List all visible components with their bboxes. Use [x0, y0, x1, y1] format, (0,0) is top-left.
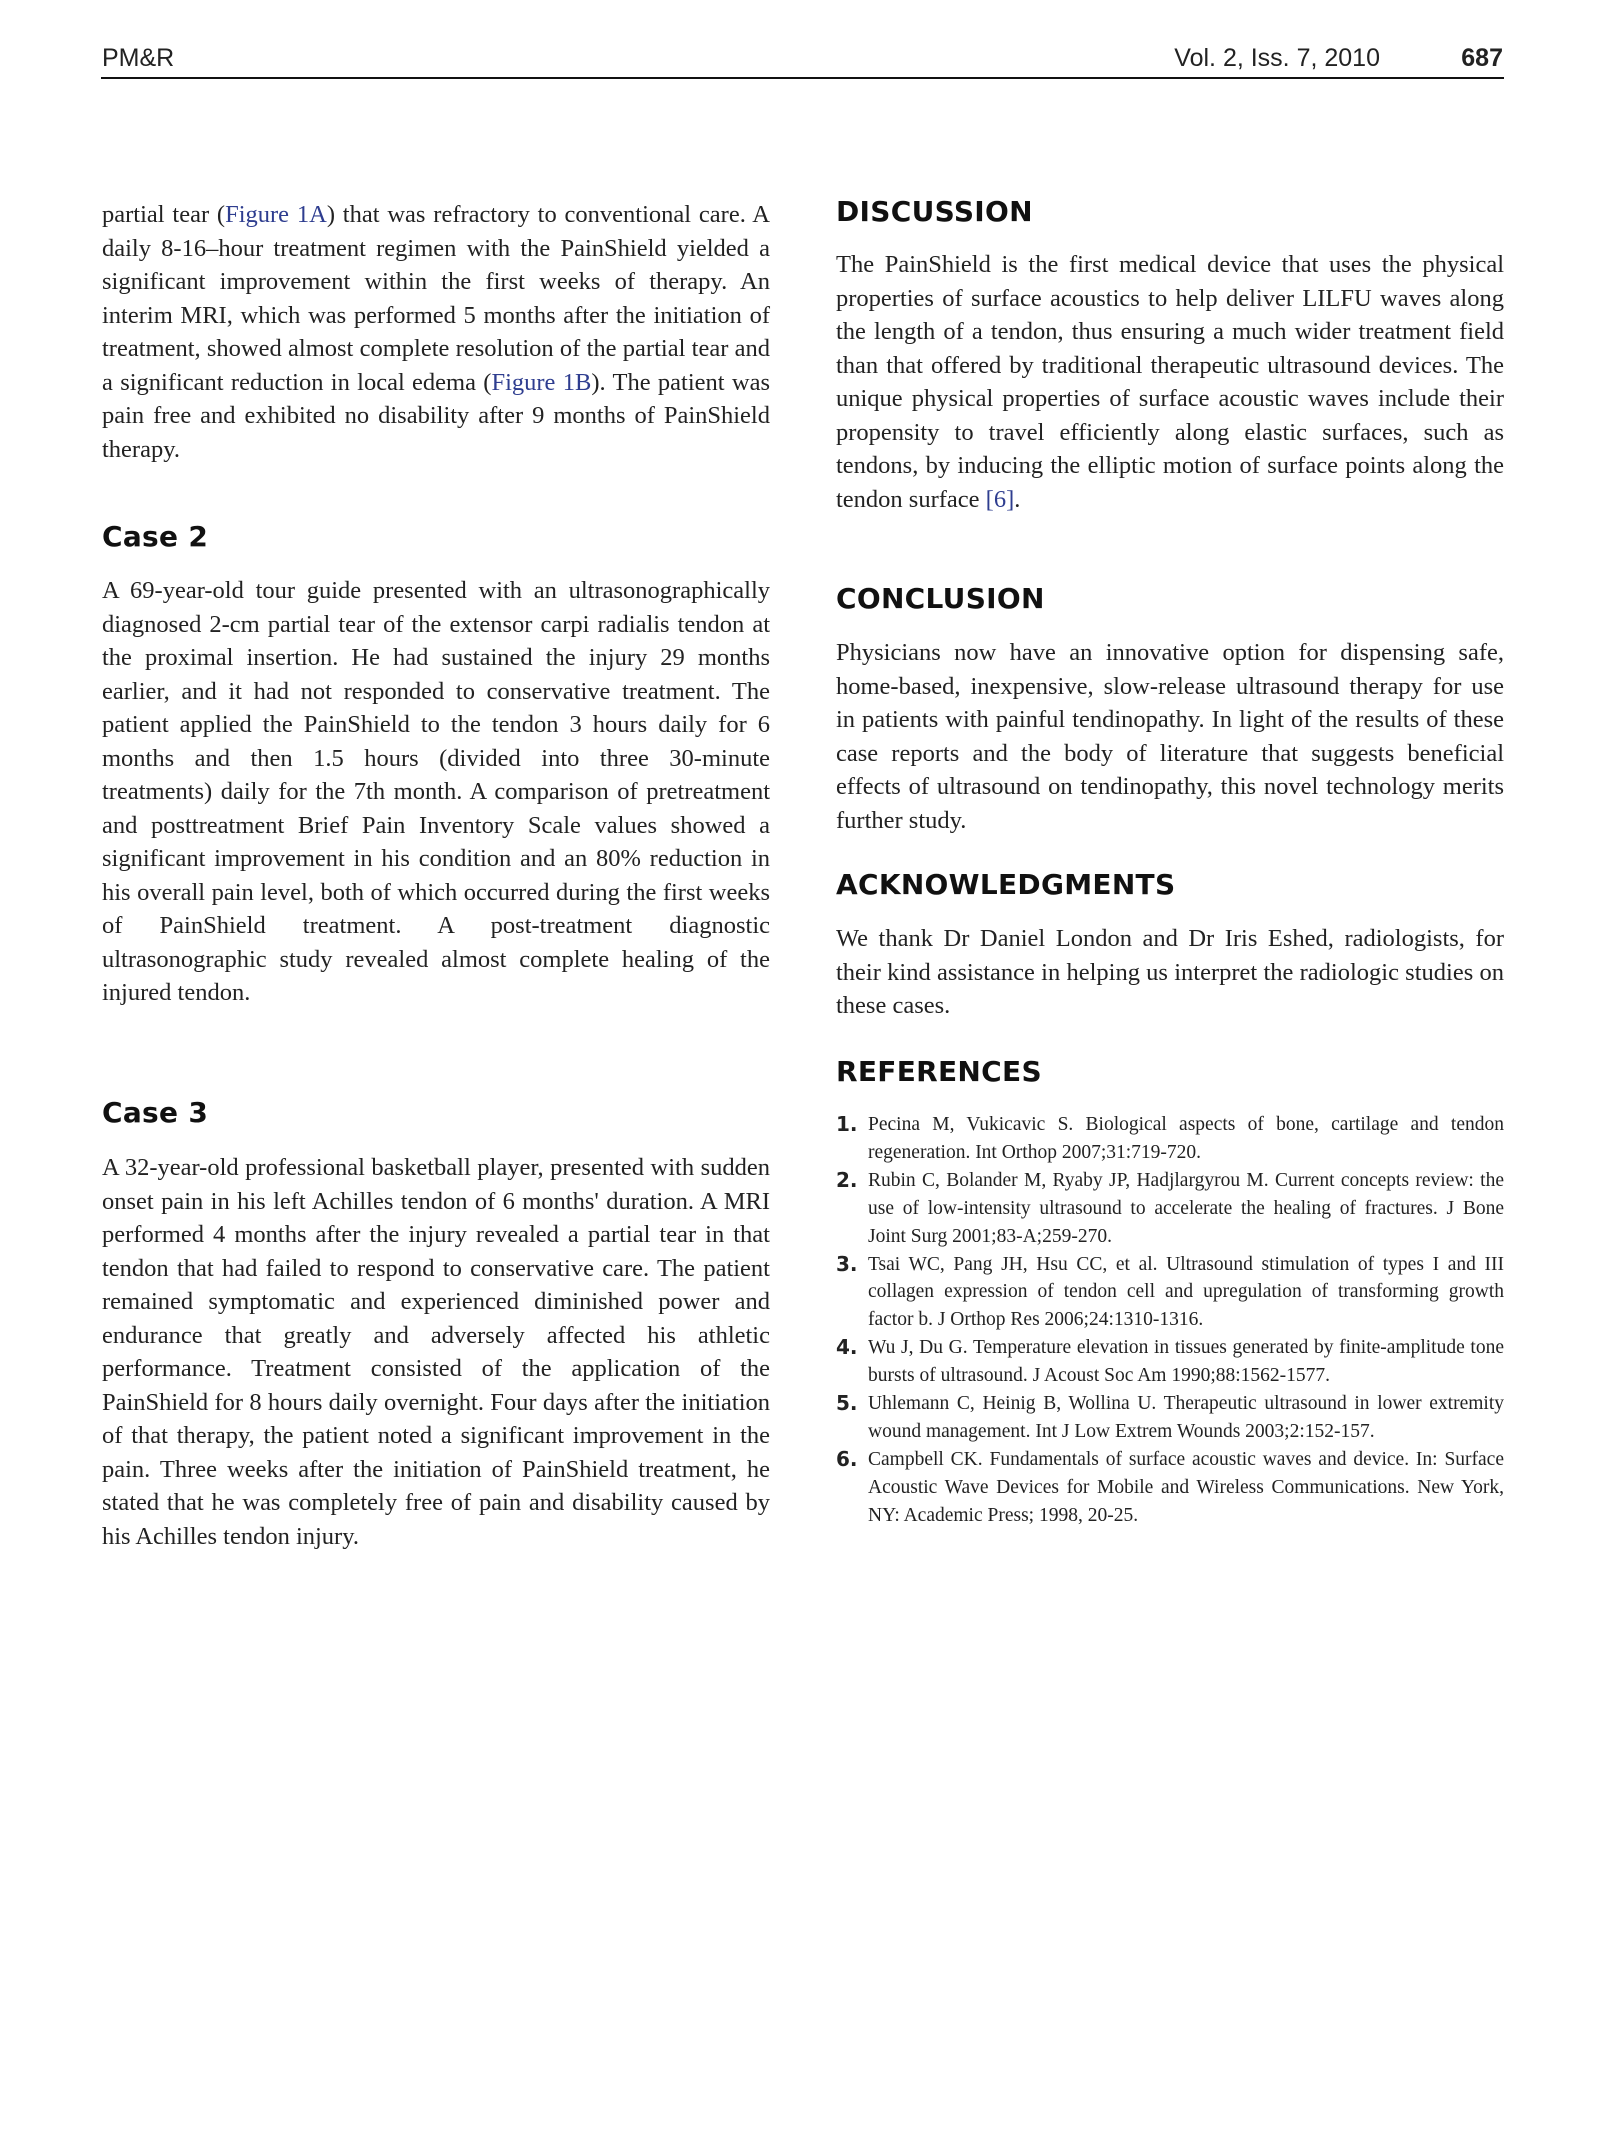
conclusion-heading: CONCLUSION [836, 582, 1045, 615]
discussion-text [836, 248, 1504, 516]
reference-list [836, 1111, 1504, 1530]
text: The PainShield is the first medical device that uses the physical properties of surface acoustics to help deliver LILFU waves along the length of a tendon, thus ensuring a much wider treatment field than that offered by traditional therapeutic ultrasound devices. The unique physical properties of surface acoustic waves include their propensity to travel efficiently along elastic surfaces, such as tendons, by inducing the elliptic motion of surface points along the tendon surface [836, 251, 1504, 513]
reference-number: 3. [836, 1251, 858, 1276]
acknowledgments-text: We thank Dr Daniel London and Dr Iris Eshed, radiologists, for their kind assistance in helping us interpret the radiologic studies on these cases. [836, 925, 1504, 1019]
text: ). The patient was pain free and exhibited no disability after 9 months of PainShield therapy. [102, 368, 770, 463]
header-rule [101, 77, 1504, 79]
reference-number: 1. [836, 1112, 858, 1136]
volume-issue: Vol. 2, Iss. 7, 2010 [1174, 44, 1380, 72]
reference-item [836, 1334, 1504, 1390]
reference-text: Pecina M, Vukicavic S. Biological aspects of bone, cartilage and tendon regeneration. Int Orthop 2007;31:719-720. [868, 1114, 1504, 1163]
reference-text: Campbell CK. Fundamentals of surface acoustic waves and device. In: Surface Acoustic Wave Devices for Mobile and Wireless Communications. New York, NY: Academic Press; 1998, 20-25. [868, 1448, 1504, 1526]
reference-item [836, 1390, 1504, 1446]
reference-number: 4. [836, 1335, 858, 1360]
case2-heading: Case 2 [102, 520, 209, 553]
page-number: 687 [1461, 44, 1503, 72]
reference-item [836, 1446, 1504, 1530]
discussion-heading: DISCUSSION [836, 195, 1033, 228]
reference-number: 6. [836, 1446, 858, 1471]
reference-item [836, 1111, 1504, 1167]
references-heading: REFERENCES [836, 1055, 1042, 1088]
reference-number: 2. [836, 1167, 858, 1192]
conclusion-text: Physicians now have an innovative option for dispensing safe, home-based, inexpensive, slow-release ultrasound therapy for use in patients with painful tendinopathy. In light of the results of these case reports and the body of literature that suggests beneficial effects of ultrasound on tendinopathy, this novel technology merits further study. [836, 639, 1504, 834]
text: partial tear ( [102, 201, 226, 228]
reference-item [836, 1167, 1504, 1251]
case3-heading: Case 3 [102, 1096, 209, 1129]
reference-item [836, 1251, 1504, 1335]
reference-text: Wu J, Du G. Temperature elevation in tissues generated by finite-amplitude tone bursts of ultrasound. J Acoust Soc Am 1990;88:1562-1577. [868, 1337, 1504, 1387]
figure-1a-link[interactable]: Figure 1A [225, 201, 327, 228]
reference-number: 5. [836, 1391, 858, 1416]
reference-text: Tsai WC, Pang JH, Hsu CC, et al. Ultrasound stimulation of types I and III collagen expression of tendon cell and upregulation of transforming growth factor b. J Orthop Res 2006;24:1310-1316. [868, 1253, 1504, 1331]
reference-text: Uhlemann C, Heinig B, Wollina U. Therapeutic ultrasound in lower extremity wound management. Int J Low Extrem Wounds 2003;2:152-157. [868, 1393, 1504, 1442]
journal-name: PM&R [102, 44, 175, 72]
reference-6-link[interactable]: [6] [985, 485, 1015, 513]
text: ) that was refractory to conventional care. A daily 8-16–hour treatment regimen with the PainShield yielded a significant improvement within the first weeks of therapy. An interim MRI, which was performed 5 months after the initiation of treatment, showed almost complete resolution of the partial tear and a significant reduction in local edema ( [102, 201, 770, 396]
case2-text: A 69-year-old tour guide presented with an ultrasonographically diagnosed 2-cm partial tear of the extensor carpi radialis tendon at the proximal insertion. He had sustained the injury 29 months earlier, and it had not responded to conservative treatment. The patient applied the PainShield to the tendon 3 hours daily for 6 months and then 1.5 hours (divided into three 30-minute treatments) daily for the 7th month. A comparison of pretreatment and posttreatment Brief Pain Inventory Scale values showed a significant improvement in his condition and an 80% reduction in his overall pain level, both of which occurred during the first weeks of PainShield treatment. A post-treatment diagnostic ultrasonographic study revealed almost complete healing of the injured tendon. [102, 577, 770, 1006]
case1-continuation [102, 198, 770, 466]
acknowledgments-heading: ACKNOWLEDGMENTS [836, 868, 1176, 901]
case3-text: A 32-year-old professional basketball player, presented with sudden onset pain in his left Achilles tendon of 6 months' duration. A MRI performed 4 months after the injury revealed a partial tear in that tendon that had failed to respond to conservative care. The patient remained symptomatic and experienced diminished power and endurance that greatly and adversely affected his athletic performance. Treatment consisted of the application of the PainShield for 8 hours daily overnight. Four days after the initiation of that therapy, the patient noted a significant improvement in the pain. Three weeks after the initiation of PainShield treatment, he stated that he was completely free of pain and disability caused by his Achilles tendon injury. [102, 1154, 770, 1550]
text: . [1014, 485, 1021, 513]
figure-1b-link[interactable]: Figure 1B [491, 368, 592, 396]
reference-text: Rubin C, Bolander M, Ryaby JP, Hadjlargyrou M. Current concepts review: the use of low-intensity ultrasound to accelerate the healing of fractures. J Bone Joint Surg 2001;83-A;259-270. [868, 1169, 1504, 1247]
